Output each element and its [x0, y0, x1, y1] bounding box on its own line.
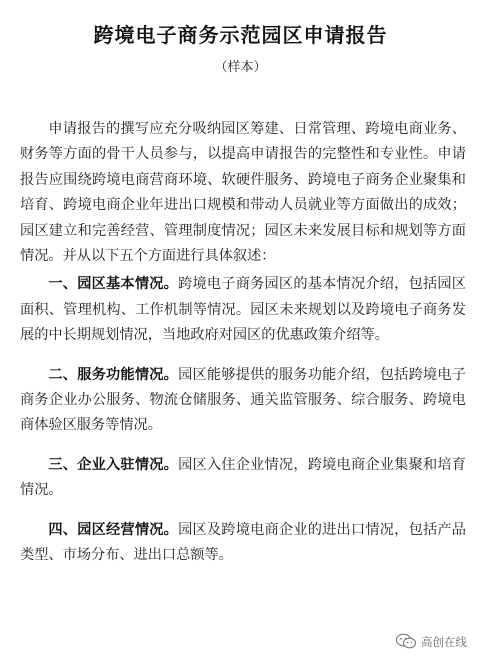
section-text: 园区及跨境电商企业的进出口情况，包括产品类型、市场分布、进出口总额等。 [20, 521, 466, 564]
watermark-text: 高创在线 [421, 634, 467, 649]
section-heading: 三、企业入驻情况。 [48, 456, 179, 473]
section-paragraph [20, 272, 466, 348]
intro-paragraph: 申请报告的撰写应充分吸纳园区筹建、日常管理、跨境电商业务、财务等方面的骨干人员参与，以提高申请报告的完整性和专业性。申请报告应围绕跨境电商营商环境、软硬件服务、跨境电子商务企业聚集和培育、跨境电商企业年进出口规模和带动人员就业等方面做出的成效；园区建立和完善经营、管理制度情况；园区未来发展目标和规划等方面情况。并从以下五个方面进行具体叙述： [20, 121, 466, 265]
section-heading: 四、园区经营情况。 [48, 521, 179, 538]
section-paragraph [20, 453, 466, 504]
section-paragraph [20, 363, 466, 439]
section-heading: 二、服务功能情况。 [48, 366, 179, 383]
document-subtitle: （样本） [214, 60, 267, 75]
section-paragraph [20, 518, 466, 569]
section-text: 园区能够提供的服务功能介绍，包括跨境电子商务企业办公服务、物流仓储服务、通关监管服务、综合服务、跨境电商体验区服务等情况。 [20, 366, 466, 434]
wechat-icon [395, 633, 417, 650]
section-heading: 一、园区基本情况。 [48, 276, 179, 293]
section-text: 跨境电子商务园区的基本情况介绍，包括园区面积、管理机构、工作机制等情况。园区未来规划以及跨境电子商务发展的中长期规划情况，当地政府对园区的优惠政策介绍等。 [20, 276, 466, 344]
document-body [20, 117, 466, 583]
document-title: 跨境电子商务示范园区申请报告 [93, 23, 388, 47]
section-text: 园区入住企业情况，跨境电商企业集聚和培育情况。 [20, 456, 466, 499]
watermark [395, 633, 467, 650]
